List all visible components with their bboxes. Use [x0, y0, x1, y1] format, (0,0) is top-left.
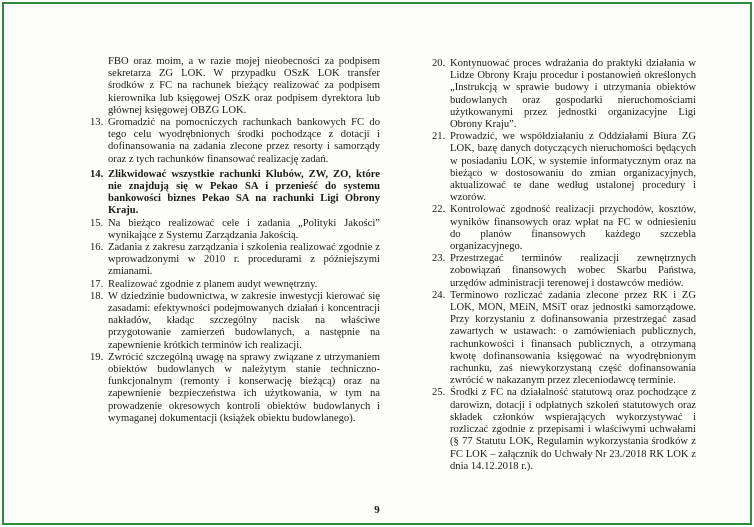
item-text: Środki z FC na działalność statutową oraz pochodzące z darowizn, dotacji i odpłatnych szkoleń statutowych oraz składek członków wspierających wykorzystywać i rozliczać zgodnie z przepisami i właściwymi uchwałami (§ 77 Statutu LOK, Regulamin wykorzystania środków z FC LOK – załącznik do Uchwały Nr 23./2018 RK LOK z dnia 14.12.2018 r.). [450, 387, 696, 472]
item-number: 23. [432, 253, 446, 265]
list-item-18 [90, 291, 380, 352]
list-item-20 [432, 58, 696, 131]
page-number: 9 [374, 504, 380, 516]
item-text: Realizować zgodnie z planem audyt wewnętrzny. [108, 278, 318, 290]
item-text: Kontynuować proces wdrażania do praktyki działania w Lidze Obrony Kraju procedur i postanowień określonych „Instrukcją w sprawie budowy i utrzymania obiektów budowlanych oraz gospodarki nieruchomościami użytkowanymi przez jednostki organizacyjne Ligi Obrony Kraju”. [450, 58, 696, 131]
list-item-19 [90, 352, 380, 425]
list-item-17 [90, 279, 380, 291]
item-text: W dziedzinie budownictwa, w zakresie inwestycji kierować się zasadami: efektywności podejmowanych działań i koncentracji nakładów, kładąc szczególny nacisk na właściwe przygotowanie zamierzeń budowlanych, a następnie na zapewnienie krótkich terminów ich realizacji. [108, 290, 380, 351]
list-item-15 [90, 218, 380, 242]
item-number: 14. [90, 168, 104, 180]
list-item-16 [90, 242, 380, 279]
item-text: Przestrzegać terminów realizacji zewnętrznych zobowiązań finansowych wobec Skarbu Państwa, urzędów administracji terenowej i dostawców mediów. [450, 253, 696, 289]
item-number: 22. [432, 204, 446, 216]
document-page [2, 2, 752, 525]
item-number: 25. [432, 387, 446, 399]
list-item-21 [432, 131, 696, 204]
right-column [432, 58, 696, 473]
item-number: 17. [90, 278, 104, 290]
item-number: 15. [90, 217, 104, 229]
list-item-23 [432, 253, 696, 290]
item-number: 18. [90, 290, 104, 302]
list-item-14 [90, 169, 380, 218]
item-text: Zadania z zakresu zarządzania i szkolenia realizować zgodnie z wprowadzonymi w 2010 r. procedurami z późniejszymi zmianami. [108, 242, 380, 278]
item-number: 16. [90, 242, 104, 254]
item-number: 19. [90, 351, 104, 363]
item-text: Terminowo rozliczać zadania zlecone przez RK i ZG LOK, MON, MEiN, MSiT oraz jednostki samorządowe. Przy korzystaniu z dofinansowania przestrzegać zasad zawartych w ustawach: o zamówieniach publicznych, rachunkowości i finansach publicznych, a otrzymaną kwotę dofinansowania księgować na wyodrębnionym rachunku, zaś niewykorzystaną część dofinansowania zwrócić w nakazanym przez zleceniodawcę terminie. [450, 289, 696, 387]
item-number: 20. [432, 58, 446, 69]
item-text: Zwrócić szczególną uwagę na sprawy związane z utrzymaniem obiektów budowlanych w należytym stanie techniczno-funkcjonalnym (remonty i konserwację bieżącą) oraz na zapewnienie bezpieczeństwa ich użytkowania, w tym na prowadzenie okresowych kontroli obiektów budowlanych i wymaganej dokumentacji (książek obiektu budowlanego). [108, 351, 380, 424]
list-item-13 [90, 117, 380, 166]
list-item-24 [432, 290, 696, 388]
item-text: Kontrolować zgodność realizacji przychodów, kosztów, wyników finansowych oraz wpłat na FC w odniesieniu do planów finansowych każdego szczebla organizacyjnego. [450, 204, 696, 253]
left-column [90, 56, 380, 425]
continuation-paragraph: FBO oraz moim, a w razie mojej nieobecności za podpisem sekretarza ZG LOK. W przypadku OSzK LOK transfer środków z FC na rachunek bieżący realizować za podpisem kierownika lub księgowej OSzK oraz podpisem dyrektora lub głównej księgowej OBZG LOK. [108, 56, 380, 116]
item-number: 24. [432, 289, 446, 301]
item-text: Na bieżąco realizować cele i zadania „Polityki Jakości” wynikające z Systemu Zarządzania Jakością. [108, 217, 380, 241]
list-item-22 [432, 204, 696, 253]
list-item-25 [432, 387, 696, 472]
item-text: Gromadzić na pomocniczych rachunkach bankowych FC do tego celu wyodrębnionych środki pochodzące z dotacji i dofinansowania na zadania zlecone przez resorty i samorządy oraz z tych rachunków finansować realizację zadań. [108, 117, 380, 165]
item-number: 13. [90, 117, 104, 129]
item-number: 21. [432, 131, 446, 143]
item-text: Zlikwidować wszystkie rachunki Klubów, ZW, ZO, które nie znajdują się w Pekao SA i przenieść do systemu bankowości biznes Pekao SA na rachunki Ligi Obrony Kraju. [108, 168, 380, 217]
item-text: Prowadzić, we współdziałaniu z Oddziałami Biura ZG LOK, bazę danych dotyczących nieruchomości będących w posiadaniu LOK, w systemie informatycznym oraz na bieżąco w dostosowaniu do zmian organizacyjnych, aktualizować te dane według ustalonej procedury i wzorów. [450, 131, 696, 204]
